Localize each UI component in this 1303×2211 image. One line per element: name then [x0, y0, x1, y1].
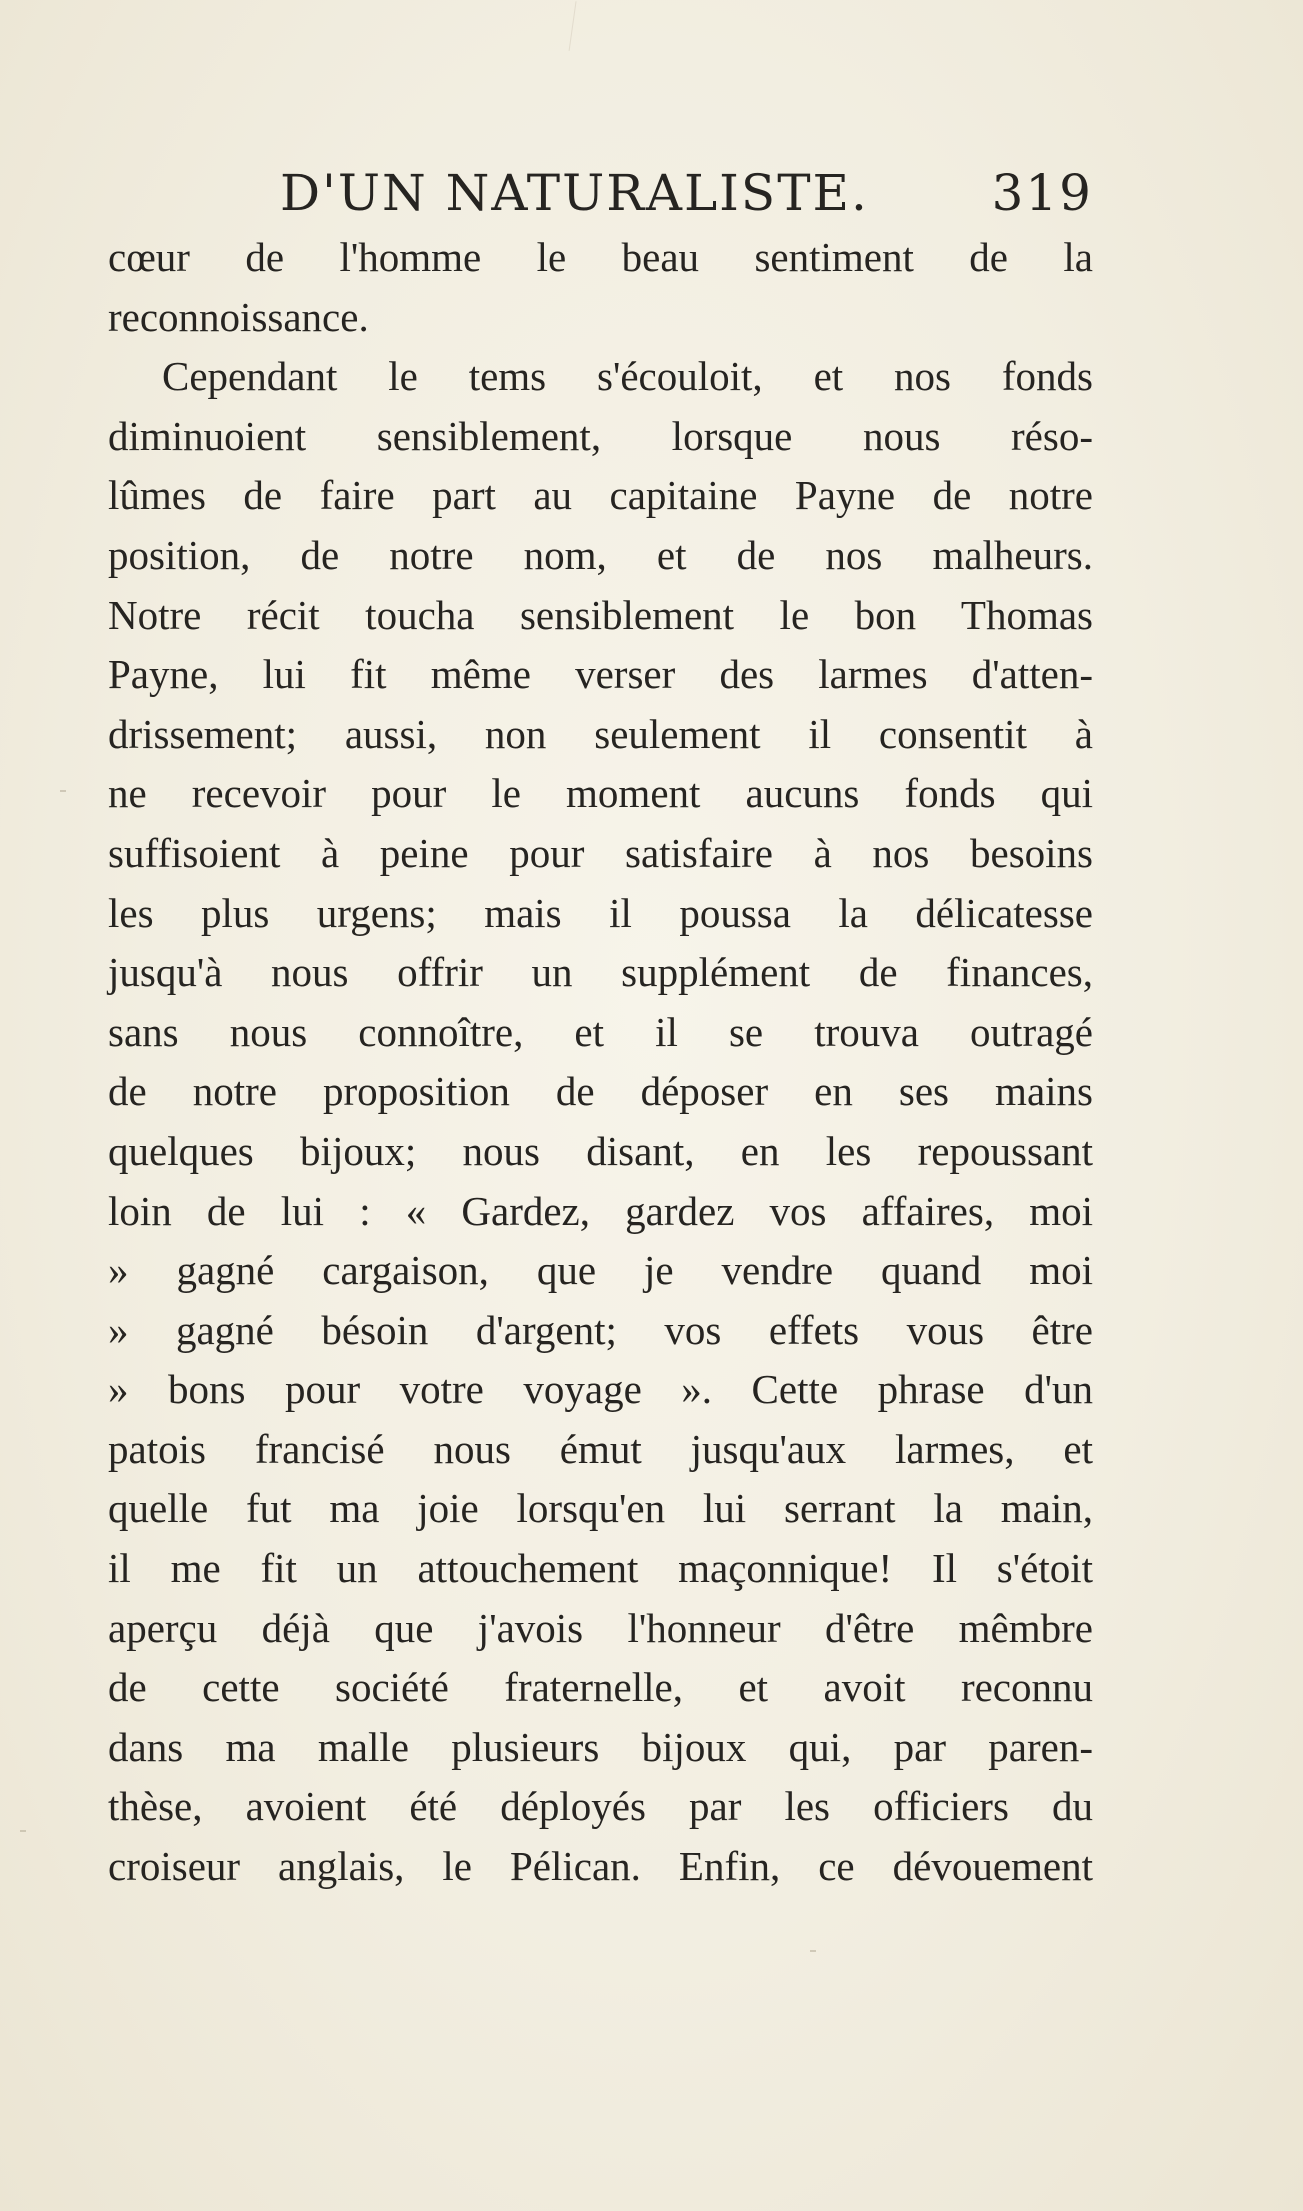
- page-number: 319: [991, 164, 1093, 222]
- paper-speck: [20, 1830, 26, 1832]
- page-header: [108, 158, 1093, 228]
- text-line: Cependant le tems s'écouloit, et nos fonds: [162, 353, 1093, 400]
- text-line: sans nous connoître, et il se trouva outragé: [108, 1008, 1093, 1055]
- text-line: » bons pour votre voyage ». Cette phrase d'un: [108, 1366, 1093, 1413]
- body-text: [108, 228, 1093, 1897]
- text-line: Payne, lui fit même verser des larmes d'atten-: [108, 651, 1093, 698]
- text-line: thèse, avoient été déployés par les officiers du: [108, 1783, 1093, 1830]
- text-line: dans ma malle plusieurs bijoux qui, par paren-: [108, 1723, 1093, 1770]
- text-line: quelques bijoux; nous disant, en les repoussant: [108, 1127, 1093, 1174]
- text-line: Notre récit toucha sensiblement le bon Thomas: [108, 591, 1093, 638]
- text-line: cœur de l'homme le beau sentiment de la: [108, 234, 1093, 280]
- text-line: il me fit un attouchement maçonnique! Il s'étoit: [108, 1545, 1093, 1592]
- paper-fold-mark: [569, 1, 591, 53]
- text-line: patois francisé nous émut jusqu'aux larmes, et: [108, 1425, 1093, 1472]
- text-line: aperçu déjà que j'avois l'honneur d'être mêmbre: [108, 1604, 1093, 1651]
- text-line: drissement; aussi, non seulement il consentit à: [108, 710, 1093, 757]
- text-line: de cette société fraternelle, et avoit reconnu: [108, 1664, 1093, 1711]
- text-line: les plus urgens; mais il poussa la délicatesse: [108, 889, 1093, 936]
- text-line: loin de lui : « Gardez, gardez vos affaires, moi: [108, 1187, 1093, 1234]
- text-line: » gagné cargaison, que je vendre quand moi: [108, 1247, 1093, 1294]
- text-line: jusqu'à nous offrir un supplément de finances,: [108, 949, 1093, 996]
- text-line: croiseur anglais, le Pélican. Enfin, ce dévouement: [108, 1843, 1093, 1890]
- paper-speck: [810, 1950, 816, 1952]
- text-line: reconnoissance.: [108, 293, 369, 340]
- text-line: diminuoient sensiblement, lorsque nous réso-: [108, 412, 1093, 459]
- paper-speck: [60, 790, 66, 792]
- text-line: quelle fut ma joie lorsqu'en lui serrant la main,: [108, 1485, 1093, 1532]
- running-title: D'UN NATURALISTE.: [280, 164, 869, 222]
- text-line: position, de notre nom, et de nos malheurs.: [108, 531, 1093, 578]
- text-line: ne recevoir pour le moment aucuns fonds qui: [108, 770, 1093, 817]
- text-line: lûmes de faire part au capitaine Payne de notre: [108, 472, 1093, 519]
- text-line: de notre proposition de déposer en ses mains: [108, 1068, 1093, 1115]
- text-line: suffisoient à peine pour satisfaire à nos besoins: [108, 829, 1093, 876]
- text-line: » gagné bésoin d'argent; vos effets vous être: [108, 1306, 1093, 1353]
